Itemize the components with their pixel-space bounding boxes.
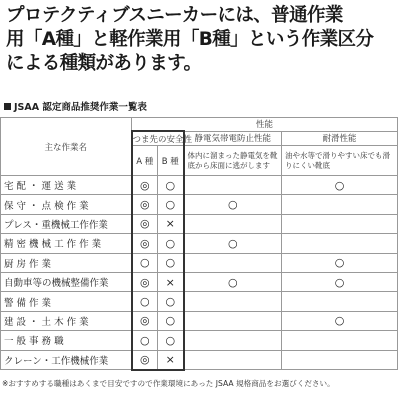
slip-mark (282, 331, 398, 350)
slip-mark (282, 195, 398, 214)
type-a-mark: ◎ (132, 195, 158, 214)
type-a-mark: ◎ (132, 350, 158, 370)
static-mark: ○ (184, 234, 282, 253)
header-type-b: B 種 (158, 146, 184, 176)
slip-mark (282, 292, 398, 311)
table-row (1, 272, 398, 291)
static-mark (184, 253, 282, 272)
type-a-mark: ◎ (132, 234, 158, 253)
type-b-mark: ○ (158, 176, 184, 195)
work-name: プレス・重機械工作作業 (1, 214, 132, 233)
static-mark (184, 292, 282, 311)
footnote: ※おすすめする職種はあくまで目安ですので作業環境にあった JSAA 規格商品をお選びください。 (2, 379, 335, 388)
work-name: クレーン・工作機械作業 (1, 350, 132, 370)
type-b-mark: × (158, 214, 184, 233)
slip-mark: ○ (282, 253, 398, 272)
table-row (1, 331, 398, 350)
table-row (1, 292, 398, 311)
heading-line-2: 用「A種」と軽作業用「B種」という作業区分 (6, 29, 374, 50)
type-b-mark: ○ (158, 234, 184, 253)
header-static-protection: 静電気帯電防止性能 (184, 131, 282, 146)
work-name: 一 般 事 務 職 (1, 331, 132, 350)
type-a-mark: ◎ (132, 214, 158, 233)
slip-mark: ○ (282, 272, 398, 291)
header-type-a: A 種 (132, 146, 158, 176)
table-row (1, 195, 398, 214)
static-description: 体内に溜まった静電気を靴底から床面に逃がします (184, 146, 282, 176)
static-mark (184, 214, 282, 233)
work-name: 建 設 ・ 土 木 作 業 (1, 311, 132, 330)
header-slip-resistance: 耐滑性能 (282, 131, 398, 146)
type-a-mark: ○ (132, 331, 158, 350)
type-a-mark: ◎ (132, 311, 158, 330)
type-b-mark: ○ (158, 253, 184, 272)
work-name: 自動車等の機械整備作業 (1, 272, 132, 291)
type-b-mark: ○ (158, 331, 184, 350)
work-name: 精 密 機 械 工 作 作 業 (1, 234, 132, 253)
header-performance: 性能 (132, 118, 398, 132)
slip-description: 油や水等で滑りやすい床でも滑りにくい靴底 (282, 146, 398, 176)
page-heading (6, 4, 396, 76)
work-name: 保 守 ・ 点 検 作 業 (1, 195, 132, 214)
heading-line-3: による種類があります。 (6, 53, 202, 74)
type-b-mark: ○ (158, 311, 184, 330)
slip-mark (282, 350, 398, 370)
work-name: 警 備 作 業 (1, 292, 132, 311)
table-row (1, 214, 398, 233)
header-toe-safety: つま先の安全性 (132, 131, 184, 146)
slip-mark: ○ (282, 311, 398, 330)
table-row (1, 311, 398, 330)
type-a-mark: ○ (132, 292, 158, 311)
type-b-mark: ○ (158, 292, 184, 311)
table-title-text: JSAA 認定商品推奨作業一覧表 (14, 102, 147, 113)
type-b-mark: ○ (158, 195, 184, 214)
static-mark (184, 350, 282, 370)
heading-line-1: プロテクティブスニーカーには、普通作業 (6, 5, 343, 26)
table-row (1, 234, 398, 253)
table-title (4, 99, 147, 113)
type-b-mark: × (158, 350, 184, 370)
slip-mark (282, 234, 398, 253)
type-a-mark: ◎ (132, 176, 158, 195)
square-bullet-icon (4, 103, 11, 110)
type-a-mark: ○ (132, 253, 158, 272)
static-mark: ○ (184, 195, 282, 214)
work-name: 宅 配 ・ 運 送 業 (1, 176, 132, 195)
static-mark (184, 176, 282, 195)
static-mark: ○ (184, 272, 282, 291)
table-row (1, 253, 398, 272)
recommended-work-table (0, 117, 398, 371)
type-a-mark: ◎ (132, 272, 158, 291)
static-mark (184, 331, 282, 350)
static-mark (184, 311, 282, 330)
work-name: 厨 房 作 業 (1, 253, 132, 272)
slip-mark: ○ (282, 176, 398, 195)
table-row (1, 176, 398, 195)
type-b-mark: × (158, 272, 184, 291)
table-row (1, 350, 398, 370)
slip-mark (282, 214, 398, 233)
header-main-work: 主な作業名 (1, 118, 132, 176)
